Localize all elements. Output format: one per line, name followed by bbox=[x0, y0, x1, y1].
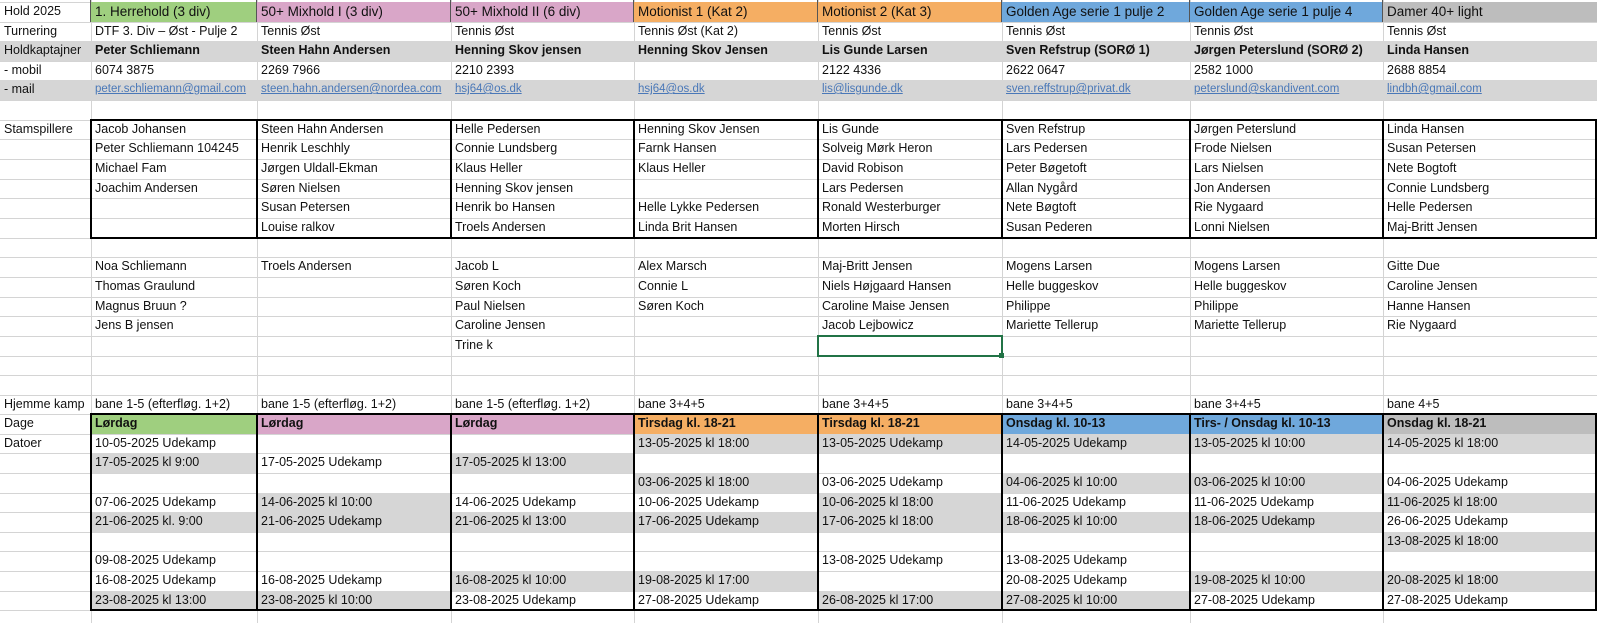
stamspiller[interactable]: Linda Brit Hansen bbox=[638, 220, 738, 234]
reserve-player[interactable]: Helle buggeskov bbox=[1194, 279, 1287, 293]
match-date[interactable] bbox=[257, 532, 451, 551]
row-label-hjemme-kamp[interactable]: Hjemme kamp bbox=[4, 397, 85, 411]
home-court[interactable]: bane 3+4+5 bbox=[638, 397, 705, 411]
stamspiller[interactable]: Susan Pederen bbox=[1006, 220, 1093, 234]
row-gridline bbox=[0, 356, 1597, 357]
reserve-player[interactable]: Philippe bbox=[1006, 299, 1051, 313]
reserve-player[interactable] bbox=[257, 297, 451, 316]
captain-name[interactable]: Sven Refstrup (SORØ 1) bbox=[1002, 41, 1190, 61]
stamspiller[interactable]: Henrik bo Hansen bbox=[455, 200, 556, 214]
stamspiller[interactable]: Jørgen Uldall-Ekman bbox=[261, 161, 378, 175]
reserve-player[interactable]: Philippe bbox=[1194, 299, 1239, 313]
match-date[interactable]: 23-08-2025 kl 10:00 bbox=[257, 591, 451, 610]
match-date[interactable] bbox=[1002, 453, 1190, 473]
stamspiller[interactable]: Allan Nygård bbox=[1006, 181, 1078, 195]
row-label-datoer[interactable]: Datoer bbox=[4, 436, 42, 450]
stamspiller[interactable]: Henrik Leschhly bbox=[261, 141, 350, 155]
reserve-player[interactable]: Hanne Hansen bbox=[1387, 299, 1471, 313]
match-day[interactable]: Onsdag kl. 18-21 bbox=[1383, 414, 1597, 434]
match-date[interactable]: 18-06-2025 Udekamp bbox=[1190, 512, 1383, 532]
team-header[interactable]: 1. Herrehold (3 div) bbox=[91, 2, 257, 22]
captain-name[interactable]: Linda Hansen bbox=[1383, 41, 1597, 61]
match-date[interactable]: 14-06-2025 Udekamp bbox=[455, 495, 576, 509]
table-border bbox=[256, 119, 258, 239]
reserve-player[interactable]: Connie L bbox=[638, 279, 689, 293]
match-date[interactable]: 26-06-2025 Udekamp bbox=[1387, 514, 1508, 528]
reserve-player[interactable]: Thomas Graulund bbox=[95, 279, 196, 293]
match-date[interactable] bbox=[451, 473, 634, 493]
reserve-player[interactable] bbox=[257, 316, 451, 336]
captain-name[interactable]: Jørgen Peterslund (SORØ 2) bbox=[1190, 41, 1383, 61]
reserve-player[interactable]: Troels Andersen bbox=[261, 259, 352, 273]
reserve-player[interactable]: Noa Schliemann bbox=[95, 259, 187, 273]
match-date[interactable]: 17-05-2025 kl 13:00 bbox=[451, 453, 634, 473]
row-label-dage[interactable]: Dage bbox=[4, 416, 34, 430]
stamspiller[interactable] bbox=[634, 179, 818, 198]
match-date[interactable] bbox=[818, 571, 1002, 591]
row-label-stamspillere[interactable]: Stamspillere bbox=[4, 122, 73, 136]
table-border bbox=[1189, 119, 1191, 239]
match-date[interactable]: 04-06-2025 kl 10:00 bbox=[1002, 473, 1190, 493]
match-date[interactable] bbox=[1383, 551, 1597, 571]
stamspiller[interactable]: Peter Bøgetoft bbox=[1006, 161, 1087, 175]
captain-name[interactable]: Lis Gunde Larsen bbox=[818, 41, 1002, 61]
stamspiller[interactable]: Nete Bogtoft bbox=[1387, 161, 1457, 175]
home-court[interactable]: bane 1-5 (efterfløg. 1+2) bbox=[261, 397, 397, 411]
match-date[interactable]: 16-08-2025 Udekamp bbox=[261, 573, 382, 587]
match-date[interactable]: 04-06-2025 Udekamp bbox=[1387, 475, 1508, 489]
table-border bbox=[817, 119, 819, 239]
reserve-player[interactable]: Mogens Larsen bbox=[1006, 259, 1093, 273]
stamspiller[interactable]: Nete Bøgtoft bbox=[1006, 200, 1077, 214]
home-court[interactable]: bane 1-5 (efterfløg. 1+2) bbox=[455, 397, 591, 411]
reserve-player[interactable]: Mariette Tellerup bbox=[1194, 318, 1287, 332]
match-date[interactable] bbox=[1002, 532, 1190, 551]
reserve-player[interactable]: Jacob Lejbowicz bbox=[822, 318, 914, 332]
table-border bbox=[90, 413, 92, 611]
reserve-player[interactable]: Magnus Bruun ? bbox=[95, 299, 187, 313]
reserve-player[interactable] bbox=[257, 277, 451, 297]
table-border bbox=[90, 119, 92, 239]
match-date[interactable] bbox=[257, 434, 451, 453]
stamspiller[interactable]: Jørgen Peterslund bbox=[1194, 122, 1297, 136]
match-day[interactable]: Lørdag bbox=[451, 414, 634, 434]
match-date[interactable]: 27-08-2025 Udekamp bbox=[1194, 593, 1315, 607]
table-border bbox=[633, 413, 635, 611]
stamspiller[interactable]: Troels Andersen bbox=[455, 220, 546, 234]
reserve-player[interactable]: Søren Koch bbox=[638, 299, 705, 313]
match-date[interactable]: 09-08-2025 Udekamp bbox=[95, 553, 216, 567]
stamspiller[interactable]: Klaus Heller bbox=[455, 161, 523, 175]
match-date[interactable] bbox=[91, 532, 257, 551]
match-date[interactable]: 11-06-2025 Udekamp bbox=[1006, 495, 1126, 509]
match-date[interactable]: 17-06-2025 Udekamp bbox=[634, 512, 818, 532]
turnering-value[interactable]: Tennis Øst bbox=[261, 24, 321, 38]
mobile-number[interactable]: 2688 8854 bbox=[1387, 63, 1447, 77]
turnering-value[interactable]: Tennis Øst bbox=[455, 24, 515, 38]
row-label-hold[interactable]: Hold 2025 bbox=[4, 4, 61, 18]
reserve-player[interactable]: Jacob L bbox=[455, 259, 499, 273]
row-gridline bbox=[0, 100, 1597, 101]
mobile-number[interactable]: 2269 7966 bbox=[261, 63, 321, 77]
match-date[interactable]: 19-08-2025 kl 17:00 bbox=[634, 571, 818, 591]
column-divider bbox=[90, 0, 91, 22]
stamspiller[interactable]: Henning Skov jensen bbox=[455, 181, 574, 195]
email-link[interactable]: peter.schliemann@gmail.com bbox=[91, 80, 257, 100]
table-border bbox=[91, 609, 1597, 611]
table-border bbox=[1189, 413, 1191, 611]
match-date[interactable]: 14-06-2025 kl 10:00 bbox=[257, 493, 451, 512]
match-date[interactable] bbox=[451, 532, 634, 551]
team-header[interactable]: Golden Age serie 1 pulje 2 bbox=[1002, 2, 1190, 22]
email-link[interactable]: lis@lisgunde.dk bbox=[818, 80, 1002, 100]
turnering-value[interactable]: DTF 3. Div – Øst - Pulje 2 bbox=[95, 24, 238, 38]
reserve-player[interactable]: Jens B jensen bbox=[95, 318, 174, 332]
table-border bbox=[1382, 119, 1384, 239]
match-date[interactable]: 14-05-2025 kl 18:00 bbox=[1383, 434, 1597, 453]
stamspiller[interactable]: Louise ralkov bbox=[261, 220, 335, 234]
match-date[interactable]: 10-06-2025 kl 18:00 bbox=[818, 493, 1002, 512]
match-day[interactable]: Onsdag kl. 10-13 bbox=[1002, 414, 1190, 434]
email-link[interactable]: peterslund@skandivent.com bbox=[1190, 80, 1383, 100]
match-date[interactable] bbox=[634, 453, 818, 473]
stamspiller[interactable]: Morten Hirsch bbox=[822, 220, 900, 234]
table-border bbox=[450, 413, 452, 611]
match-date[interactable]: 17-05-2025 kl 9:00 bbox=[91, 453, 257, 473]
match-date[interactable]: 17-05-2025 Udekamp bbox=[261, 455, 382, 469]
reserve-player[interactable]: Mariette Tellerup bbox=[1006, 318, 1099, 332]
match-date[interactable] bbox=[257, 473, 451, 493]
home-court[interactable]: bane 1-5 (efterfløg. 1+2) bbox=[95, 397, 231, 411]
match-date[interactable] bbox=[257, 551, 451, 571]
mobile-number[interactable]: 2122 4336 bbox=[822, 63, 882, 77]
stamspiller[interactable]: Connie Lundsberg bbox=[1387, 181, 1490, 195]
turnering-value[interactable]: Tennis Øst bbox=[1194, 24, 1254, 38]
active-cell-selection[interactable] bbox=[817, 335, 1003, 357]
match-day[interactable]: Tirs- / Onsdag kl. 10-13 bbox=[1190, 414, 1383, 434]
captain-name[interactable]: Henning Skov jensen bbox=[451, 41, 634, 61]
table-border bbox=[1382, 413, 1384, 611]
match-date[interactable]: 03-06-2025 Udekamp bbox=[822, 475, 943, 489]
match-date[interactable] bbox=[451, 434, 634, 453]
home-court[interactable]: bane 3+4+5 bbox=[1006, 397, 1073, 411]
match-day[interactable]: Lørdag bbox=[91, 414, 257, 434]
stamspiller[interactable]: Sven Refstrup bbox=[1006, 122, 1086, 136]
reserve-player[interactable] bbox=[91, 336, 257, 356]
stamspiller[interactable]: Frode Nielsen bbox=[1194, 141, 1272, 155]
table-border bbox=[91, 413, 1597, 415]
match-day[interactable]: Tirsdag kl. 18-21 bbox=[818, 414, 1002, 434]
reserve-player[interactable]: Caroline Maise Jensen bbox=[822, 299, 950, 313]
reserve-player[interactable]: Maj-Britt Jensen bbox=[822, 259, 913, 273]
reserve-player[interactable] bbox=[634, 336, 818, 356]
column-divider bbox=[817, 0, 818, 22]
mobile-number[interactable]: 2210 2393 bbox=[455, 63, 515, 77]
match-date[interactable]: 10-05-2025 Udekamp bbox=[95, 436, 216, 450]
stamspiller[interactable]: Susan Petersen bbox=[261, 200, 350, 214]
turnering-value[interactable]: Tennis Øst (Kat 2) bbox=[638, 24, 739, 38]
turnering-value[interactable]: Tennis Øst bbox=[822, 24, 882, 38]
home-court[interactable]: bane 4+5 bbox=[1387, 397, 1440, 411]
team-header[interactable]: Motionist 2 (Kat 3) bbox=[818, 2, 1002, 22]
stamspiller[interactable]: Jacob Johansen bbox=[95, 122, 187, 136]
reserve-player[interactable] bbox=[257, 336, 451, 356]
row-label-mail[interactable]: - mail bbox=[0, 80, 91, 100]
team-header[interactable]: Golden Age serie 1 pulje 4 bbox=[1190, 2, 1383, 22]
team-header[interactable]: Motionist 1 (Kat 2) bbox=[634, 2, 818, 22]
match-day[interactable]: Lørdag bbox=[257, 414, 451, 434]
stamspiller[interactable]: Lonni Nielsen bbox=[1194, 220, 1270, 234]
match-date[interactable]: 13-05-2025 kl 18:00 bbox=[634, 434, 818, 453]
match-date[interactable]: 13-05-2025 Udekamp bbox=[818, 434, 1002, 453]
email-link[interactable]: hsj64@os.dk bbox=[451, 80, 634, 100]
column-divider bbox=[1382, 0, 1383, 22]
match-date[interactable]: 10-06-2025 Udekamp bbox=[638, 495, 759, 509]
team-header[interactable]: 50+ Mixhold II (6 div) bbox=[451, 2, 634, 22]
home-court[interactable]: bane 3+4+5 bbox=[1194, 397, 1261, 411]
stamspiller[interactable]: Connie Lundsberg bbox=[455, 141, 558, 155]
turnering-value[interactable]: Tennis Øst bbox=[1387, 24, 1447, 38]
reserve-player[interactable] bbox=[1002, 336, 1190, 356]
match-date[interactable]: 13-05-2025 kl 10:00 bbox=[1190, 434, 1383, 453]
stamspiller[interactable]: Maj-Britt Jensen bbox=[1387, 220, 1478, 234]
stamspiller[interactable]: David Robison bbox=[822, 161, 904, 175]
mobile-number[interactable]: 2622 0647 bbox=[1006, 63, 1066, 77]
match-date[interactable] bbox=[818, 532, 1002, 551]
mobile-number[interactable]: 6074 3875 bbox=[95, 63, 155, 77]
stamspiller[interactable]: Farnk Hansen bbox=[638, 141, 717, 155]
match-date[interactable] bbox=[1190, 453, 1383, 473]
match-date[interactable]: 26-08-2025 kl 17:00 bbox=[818, 591, 1002, 610]
email-link[interactable]: lindbh@gmail.com bbox=[1383, 80, 1597, 100]
table-border bbox=[450, 119, 452, 239]
mobile-number[interactable] bbox=[634, 61, 818, 80]
match-date[interactable] bbox=[818, 453, 1002, 473]
stamspiller[interactable]: Henning Skov Jensen bbox=[638, 122, 760, 136]
home-court[interactable]: bane 3+4+5 bbox=[822, 397, 889, 411]
match-date[interactable]: 21-06-2025 kl 13:00 bbox=[451, 512, 634, 532]
table-border bbox=[633, 119, 635, 239]
reserve-player[interactable]: Niels Højgaard Hansen bbox=[822, 279, 952, 293]
stamspiller[interactable]: Lars Nielsen bbox=[1194, 161, 1264, 175]
reserve-player[interactable]: Gitte Due bbox=[1387, 259, 1440, 273]
reserve-player[interactable]: Alex Marsch bbox=[638, 259, 707, 273]
stamspiller[interactable]: Jon Andersen bbox=[1194, 181, 1271, 195]
stamspiller[interactable]: Helle Pedersen bbox=[455, 122, 541, 136]
match-date[interactable]: 20-08-2025 Udekamp bbox=[1006, 573, 1127, 587]
table-border bbox=[1001, 119, 1003, 239]
match-date[interactable]: 14-05-2025 Udekamp bbox=[1002, 434, 1190, 453]
captain-name[interactable]: Henning Skov Jensen bbox=[634, 41, 818, 61]
reserve-player[interactable] bbox=[1190, 336, 1383, 356]
stamspiller[interactable]: Klaus Heller bbox=[638, 161, 706, 175]
match-date[interactable] bbox=[1383, 453, 1597, 473]
match-date[interactable]: 19-08-2025 kl 10:00 bbox=[1190, 571, 1383, 591]
reserve-player[interactable]: Rie Nygaard bbox=[1387, 318, 1457, 332]
match-date[interactable]: 23-08-2025 Udekamp bbox=[455, 593, 576, 607]
match-date[interactable]: 17-06-2025 kl 18:00 bbox=[818, 512, 1002, 532]
email-link[interactable]: sven.reffstrup@privat.dk bbox=[1002, 80, 1190, 100]
match-date[interactable]: 27-08-2025 kl 10:00 bbox=[1002, 591, 1190, 610]
email-link[interactable]: hsj64@os.dk bbox=[634, 80, 818, 100]
reserve-player[interactable] bbox=[634, 316, 818, 336]
captain-name[interactable]: Steen Hahn Andersen bbox=[257, 41, 451, 61]
stamspiller[interactable]: Lars Pedersen bbox=[1006, 141, 1088, 155]
match-date[interactable]: 11-06-2025 Udekamp bbox=[1194, 495, 1314, 509]
match-date[interactable] bbox=[634, 532, 818, 551]
captain-name[interactable]: Peter Schliemann bbox=[91, 41, 257, 61]
match-date[interactable] bbox=[1190, 551, 1383, 571]
match-date[interactable] bbox=[634, 551, 818, 571]
stamspiller[interactable]: Rie Nygaard bbox=[1194, 200, 1264, 214]
team-header[interactable]: Damer 40+ light bbox=[1383, 2, 1597, 22]
reserve-player[interactable]: Helle buggeskov bbox=[1006, 279, 1099, 293]
stamspiller[interactable]: Michael Fam bbox=[95, 161, 167, 175]
stamspiller[interactable]: Helle Pedersen bbox=[1387, 200, 1473, 214]
match-date[interactable]: 16-08-2025 Udekamp bbox=[95, 573, 216, 587]
stamspiller[interactable]: Linda Hansen bbox=[1387, 122, 1465, 136]
mobile-number[interactable]: 2582 1000 bbox=[1194, 63, 1254, 77]
stamspiller[interactable] bbox=[91, 198, 257, 218]
stamspiller[interactable]: Susan Petersen bbox=[1387, 141, 1476, 155]
row-label-holdkaptajner[interactable]: Holdkaptajner bbox=[0, 41, 91, 61]
match-date[interactable]: 03-06-2025 kl 18:00 bbox=[634, 473, 818, 493]
stamspiller[interactable]: Solveig Mørk Heron bbox=[822, 141, 933, 155]
match-date[interactable]: 13-08-2025 Udekamp bbox=[822, 553, 943, 567]
selection-fill-handle[interactable] bbox=[999, 353, 1004, 358]
turnering-value[interactable]: Tennis Øst bbox=[1006, 24, 1066, 38]
column-divider bbox=[450, 0, 451, 22]
match-date[interactable] bbox=[91, 473, 257, 493]
column-divider bbox=[1189, 0, 1190, 22]
match-date[interactable]: 27-08-2025 Udekamp bbox=[638, 593, 759, 607]
table-border bbox=[256, 413, 258, 611]
match-date[interactable]: 13-08-2025 kl 18:00 bbox=[1383, 532, 1597, 551]
match-date[interactable]: 21-06-2025 Udekamp bbox=[257, 512, 451, 532]
stamspiller[interactable]: Lars Pedersen bbox=[822, 181, 904, 195]
row-label-mobil[interactable]: - mobil bbox=[4, 63, 42, 77]
email-link[interactable]: steen.hahn.andersen@nordea.com bbox=[257, 80, 451, 100]
table-border bbox=[1001, 413, 1003, 611]
reserve-player[interactable]: Mogens Larsen bbox=[1194, 259, 1281, 273]
row-label-turnering[interactable]: Turnering bbox=[4, 24, 58, 38]
match-date[interactable]: 03-06-2025 kl 10:00 bbox=[1190, 473, 1383, 493]
match-date[interactable]: 07-06-2025 Udekamp bbox=[95, 495, 216, 509]
stamspiller[interactable]: Peter Schliemann 104245 bbox=[95, 141, 239, 155]
reserve-player[interactable]: Paul Nielsen bbox=[455, 299, 526, 313]
table-border bbox=[91, 119, 1597, 121]
team-header[interactable]: 50+ Mixhold I (3 div) bbox=[257, 2, 451, 22]
column-divider bbox=[1001, 0, 1002, 22]
stamspiller[interactable]: Søren Nielsen bbox=[261, 181, 341, 195]
match-date[interactable]: 21-06-2025 kl. 9:00 bbox=[91, 512, 257, 532]
match-date[interactable]: 13-08-2025 Udekamp bbox=[1006, 553, 1127, 567]
stamspiller[interactable]: Joachim Andersen bbox=[95, 181, 198, 195]
match-date[interactable]: 18-06-2025 kl 10:00 bbox=[1002, 512, 1190, 532]
match-date[interactable]: 20-08-2025 kl 18:00 bbox=[1383, 571, 1597, 591]
table-border bbox=[91, 237, 1597, 239]
match-date[interactable]: 23-08-2025 kl 13:00 bbox=[91, 591, 257, 610]
reserve-player[interactable]: Søren Koch bbox=[455, 279, 522, 293]
row-gridline bbox=[0, 375, 1597, 376]
match-date[interactable]: 27-08-2025 Udekamp bbox=[1387, 593, 1508, 607]
stamspiller[interactable]: Helle Lykke Pedersen bbox=[638, 200, 760, 214]
match-date[interactable] bbox=[1190, 532, 1383, 551]
stamspiller[interactable]: Steen Hahn Andersen bbox=[261, 122, 384, 136]
reserve-player[interactable]: Trine k bbox=[455, 338, 493, 352]
match-date[interactable]: 16-08-2025 kl 10:00 bbox=[451, 571, 634, 591]
reserve-player[interactable]: Caroline Jensen bbox=[1387, 279, 1478, 293]
stamspiller[interactable]: Ronald Westerburger bbox=[822, 200, 941, 214]
match-date[interactable] bbox=[451, 551, 634, 571]
match-date[interactable]: 11-06-2025 kl 18:00 bbox=[1383, 493, 1597, 512]
column-divider bbox=[633, 0, 634, 22]
match-day[interactable]: Tirsdag kl. 18-21 bbox=[634, 414, 818, 434]
reserve-player[interactable] bbox=[1383, 336, 1597, 356]
column-divider bbox=[256, 0, 257, 22]
reserve-player[interactable]: Caroline Jensen bbox=[455, 318, 546, 332]
stamspiller[interactable] bbox=[91, 218, 257, 238]
table-border bbox=[817, 413, 819, 611]
stamspiller[interactable]: Lis Gunde bbox=[822, 122, 879, 136]
